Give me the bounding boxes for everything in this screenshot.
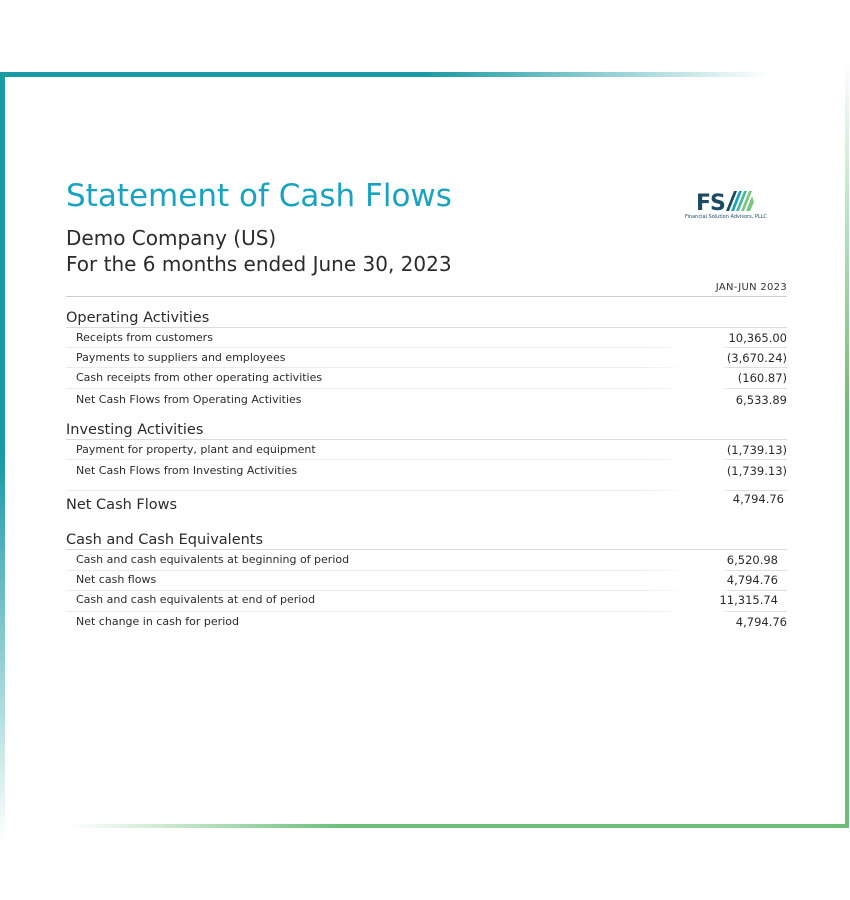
row-label: Cash receipts from other operating activities bbox=[76, 371, 323, 384]
row-value: 6,520.98 bbox=[726, 553, 778, 567]
row-label: Payment for property, plant and equipment bbox=[76, 443, 316, 456]
svg-text:FS: FS bbox=[696, 191, 725, 212]
total-label-operating: Net Cash Flows from Operating Activities bbox=[76, 393, 302, 406]
row-label: Net cash flows bbox=[76, 573, 157, 586]
header-divider bbox=[66, 296, 787, 297]
total-label-cash: Net change in cash for period bbox=[76, 615, 239, 628]
section-divider bbox=[66, 549, 787, 550]
row-value: 10,365.00 bbox=[728, 331, 787, 345]
row-label: Cash and cash equivalents at end of period bbox=[76, 593, 316, 606]
total-value-investing: (1,739.13) bbox=[726, 464, 787, 478]
frame-left-border bbox=[0, 72, 5, 842]
frame-right-border bbox=[845, 60, 849, 828]
row-divider bbox=[66, 367, 787, 368]
company-name: Demo Company (US) bbox=[66, 226, 277, 250]
row-label: Receipts from customers bbox=[76, 331, 213, 344]
row-divider bbox=[66, 459, 787, 460]
logo-subtitle: Financial Solution Advisors, PLLC bbox=[685, 214, 767, 220]
row-divider bbox=[66, 611, 787, 612]
section-divider bbox=[66, 327, 787, 328]
row-value: (3,670.24) bbox=[726, 351, 787, 365]
frame-top-border bbox=[0, 72, 770, 77]
row-divider bbox=[66, 490, 787, 491]
total-value-operating: 6,533.89 bbox=[735, 393, 787, 407]
total-value-cash: 4,794.76 bbox=[735, 615, 787, 629]
row-divider bbox=[66, 347, 787, 348]
section-title-investing: Investing Activities bbox=[66, 422, 204, 438]
section-title-cash-equivalents: Cash and Cash Equivalents bbox=[66, 532, 264, 548]
row-value: (1,739.13) bbox=[726, 443, 787, 457]
row-value: 4,794.76 bbox=[726, 573, 778, 587]
report-period: For the 6 months ended June 30, 2023 bbox=[66, 252, 452, 276]
row-divider bbox=[66, 570, 787, 571]
frame-bottom-border bbox=[70, 824, 849, 828]
company-logo bbox=[676, 190, 776, 220]
report-title: Statement of Cash Flows bbox=[66, 178, 452, 214]
net-cash-flows-label: Net Cash Flows bbox=[66, 497, 178, 513]
net-cash-flows-value: 4,794.76 bbox=[732, 492, 784, 506]
section-divider bbox=[66, 439, 787, 440]
row-value: (160.87) bbox=[737, 371, 787, 385]
row-label: Cash and cash equivalents at beginning of period bbox=[76, 553, 350, 566]
section-title-operating: Operating Activities bbox=[66, 310, 210, 326]
fsa-logo-icon bbox=[696, 190, 756, 212]
total-label-investing: Net Cash Flows from Investing Activities bbox=[76, 464, 298, 477]
row-divider bbox=[66, 590, 787, 591]
row-value: 11,315.74 bbox=[719, 593, 778, 607]
column-header-period: JAN-JUN 2023 bbox=[715, 282, 787, 293]
row-label: Payments to suppliers and employees bbox=[76, 351, 286, 364]
row-divider bbox=[66, 388, 787, 389]
